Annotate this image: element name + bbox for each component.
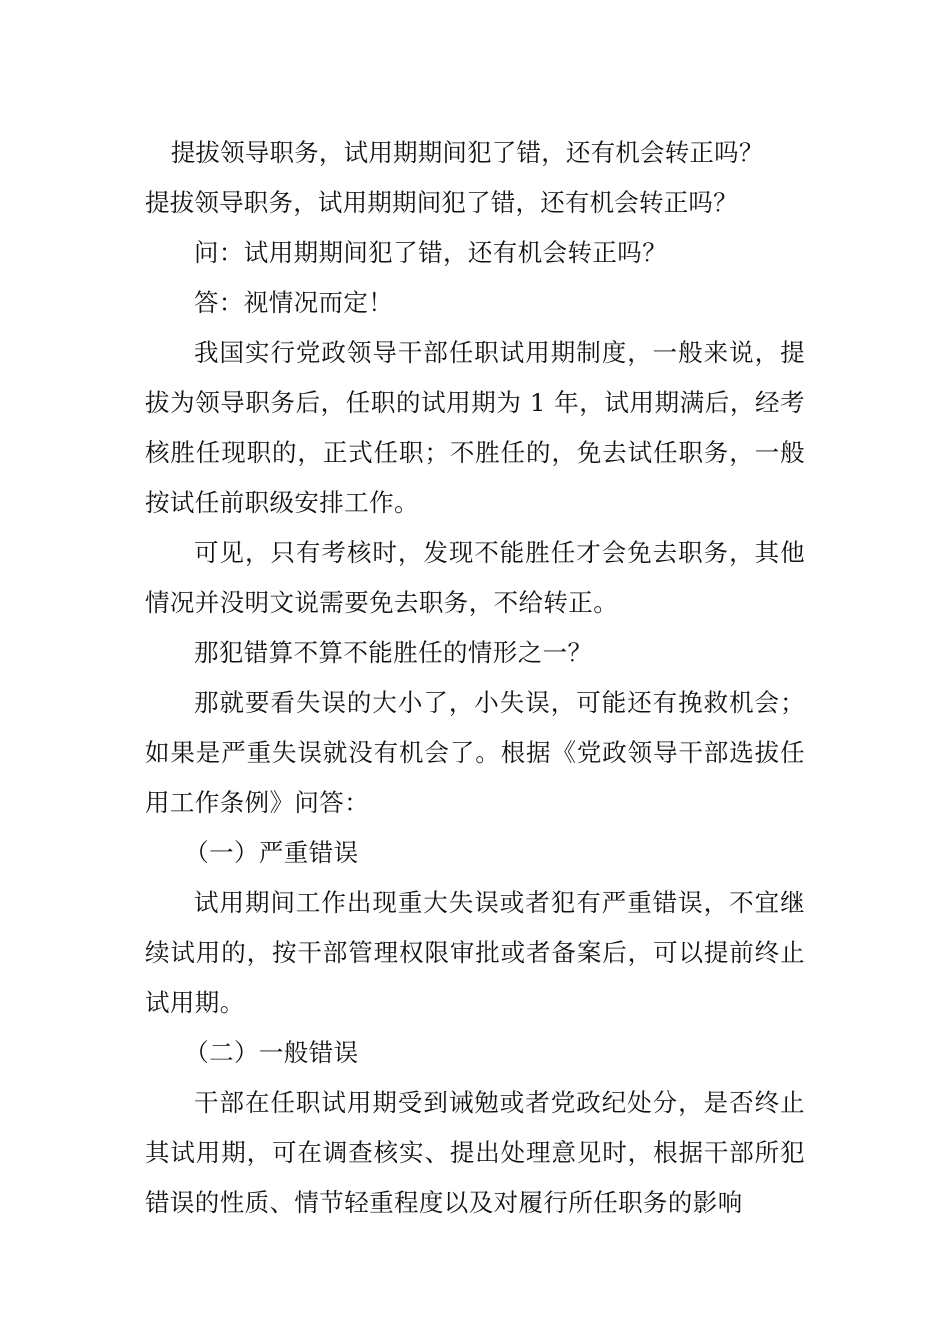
section-body-general-error: 干部在任职试用期受到诫勉或者党政纪处分，是否终止其试用期，可在调查核实、提出处理意见时，根据干部所犯错误的性质、情节轻重程度以及对履行所任职务的影响 — [145, 1088, 805, 1217]
section-body-serious-error: 试用期间工作出现重大失误或者犯有严重错误，不宜继续试用的，按干部管理权限审批或者备案后，可以提前终止试用期。 — [145, 888, 805, 1017]
section-heading-serious-error: （一）严重错误 — [184, 838, 359, 867]
paragraph-question: 那犯错算不算不能胜任的情形之一？ — [194, 638, 593, 667]
document-body — [145, 128, 805, 1228]
title-line: 提拔领导职务，试用期期间犯了错，还有机会转正吗？ — [170, 138, 764, 167]
answer-line: 答：视情况而定！ — [194, 288, 394, 317]
section-heading-general-error: （二）一般错误 — [184, 1038, 359, 1067]
question-line: 问：试用期期间犯了错，还有机会转正吗？ — [194, 238, 668, 267]
paragraph-regulation-reference: 那就要看失误的大小了，小失误，可能还有挽救机会；如果是严重失误就没有机会了。根据《党政领导干部选拔任用工作条例》问答： — [145, 688, 805, 817]
title-repeat: 提拔领导职务，试用期期间犯了错，还有机会转正吗？ — [145, 188, 738, 217]
paragraph-conclusion: 可见，只有考核时，发现不能胜任才会免去职务，其他情况并没明文说需要免去职务，不给转正。 — [145, 538, 805, 617]
paragraph-probation-system: 我国实行党政领导干部任职试用期制度，一般来说，提拔为领导职务后，任职的试用期为 1 年，试用期满后，经考核胜任现职的，正式任职；不胜任的，免去试任职务，一般按试任前职级安排工作。 — [145, 338, 805, 517]
